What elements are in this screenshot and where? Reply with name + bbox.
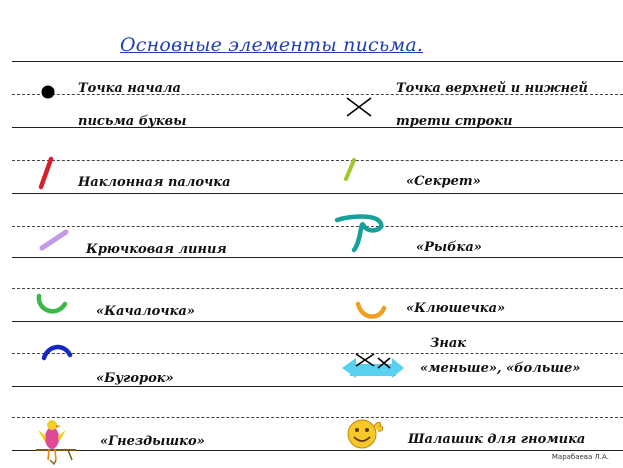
left-item-1-label: Точка начала — [78, 81, 181, 96]
less-greater-sign-icon — [340, 352, 406, 384]
left-item-4-label: «Качалочка» — [96, 304, 195, 319]
black-dot-icon — [40, 84, 56, 100]
right-item-5-label-line2: «меньше», «больше» — [420, 361, 581, 376]
teal-fish-loop-icon — [334, 212, 394, 254]
right-item-1-label-line2: трети строки — [396, 114, 513, 129]
red-slanted-stick-icon — [36, 157, 56, 189]
dashed-line — [12, 288, 623, 289]
ruled-line — [12, 321, 623, 322]
right-item-4-label: «Клюшечка» — [406, 301, 506, 316]
dashed-line — [12, 353, 623, 354]
blue-hump-icon — [40, 343, 74, 361]
right-item-6-label: Шалашик для гномика — [408, 432, 586, 447]
left-item-5-label: «Бугорок» — [96, 371, 174, 386]
bird-on-branch-icon — [34, 416, 78, 466]
page-title: Основные элементы письма. — [120, 34, 424, 56]
ruled-line — [12, 257, 623, 258]
dashed-line — [12, 226, 623, 227]
left-item-3-label: Крючковая линия — [86, 242, 227, 257]
orange-club-icon — [354, 298, 388, 322]
left-item-1-label-line2: письма буквы — [78, 114, 187, 129]
ruled-line — [12, 193, 623, 194]
green-short-stick-icon — [342, 157, 358, 183]
left-item-2-label: Наклонная палочка — [78, 175, 231, 190]
left-item-6-label: «Гнездышко» — [100, 434, 205, 449]
ruled-line — [12, 61, 623, 62]
smiley-face-icon — [346, 416, 386, 450]
ruled-line — [12, 450, 623, 451]
cross-mark-icon — [344, 96, 374, 118]
right-item-1-label: Точка верхней и нижней — [396, 81, 588, 96]
right-item-2-label: «Секрет» — [406, 174, 481, 189]
right-item-5-label: Знак — [430, 336, 467, 351]
green-rocker-icon — [34, 292, 68, 320]
lilac-hook-line-icon — [38, 229, 70, 251]
ruled-line — [12, 386, 623, 387]
author-credit: Марабаева Л.А. — [551, 453, 609, 461]
dashed-line — [12, 160, 623, 161]
right-item-3-label: «Рыбка» — [416, 240, 482, 255]
dashed-line — [12, 417, 623, 418]
